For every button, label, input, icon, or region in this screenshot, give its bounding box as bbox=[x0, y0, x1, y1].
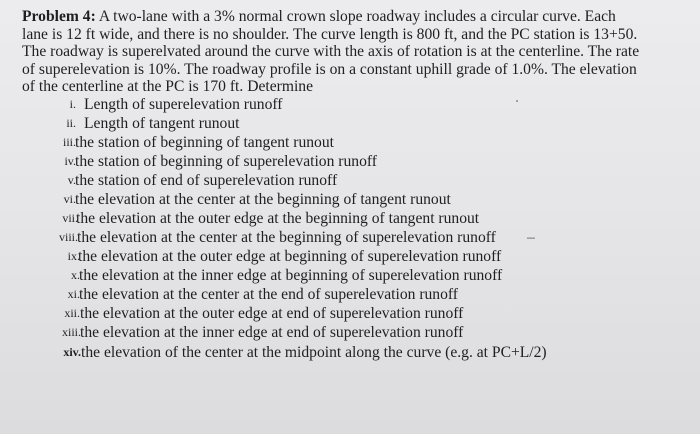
item-number: v. bbox=[67, 173, 76, 187]
item-text: Length of tangent runout bbox=[84, 115, 240, 132]
item-text: the elevation at the outer edge at end of superelevation runoff bbox=[80, 305, 464, 322]
item-text: the elevation at the center at the beginning of superelevation runoff bbox=[77, 229, 496, 246]
item-text: the elevation at the center at the end of superelevation runoff bbox=[79, 286, 459, 303]
item-number: iv. bbox=[64, 154, 76, 168]
item-number: xi. bbox=[67, 287, 80, 301]
item-text: Length of superelevation runoff bbox=[84, 96, 283, 113]
item-number: xiv. bbox=[63, 345, 81, 359]
problem-text-1: A two-lane with a 3% normal crown slope roadway includes a circular curve. Each bbox=[98, 8, 616, 25]
problem-statement bbox=[22, 8, 682, 96]
item-number: ii. bbox=[66, 116, 76, 130]
item-number: viii. bbox=[58, 230, 78, 244]
item-text: the elevation at the outer edge at beginning of superelevation runoff bbox=[78, 248, 502, 265]
item-number: xiii. bbox=[61, 325, 81, 339]
item-number: ix. bbox=[67, 249, 80, 263]
item-number: xii. bbox=[64, 306, 80, 320]
item-text: the station of beginning of superelevation runoff bbox=[75, 153, 377, 170]
problem-label: Problem 4: bbox=[22, 8, 96, 25]
item-number: x. bbox=[71, 268, 80, 282]
item-text: the elevation at the center at the beginning of tangent runout bbox=[75, 191, 451, 208]
item-text: the station of beginning of tangent runout bbox=[75, 134, 334, 151]
problem-line-4: of superelevation is 10%. The roadway profile is on a constant uphill grade of 1.0%. The elevation bbox=[22, 60, 637, 78]
paper-speck bbox=[516, 100, 518, 102]
problem-line-3: The roadway is superelvated around the curve with the axis of rotation is at the centerline. The rate bbox=[22, 43, 640, 61]
item-text: the station of end of superelevation runoff bbox=[75, 172, 338, 189]
item-text: the elevation at the inner edge at beginning of superelevation runoff bbox=[79, 267, 503, 284]
item-number: vi. bbox=[63, 192, 76, 206]
problem-line-5: of the centerline at the PC is 170 ft. Determine bbox=[22, 78, 313, 96]
item-text: the elevation of the center at the midpoint along the curve (e.g. at PC+L/2) bbox=[81, 344, 547, 361]
item-text: the elevation at the outer edge at the beginning of tangent runout bbox=[76, 210, 480, 227]
margin-dash-mark: – bbox=[527, 229, 535, 246]
item-number: iii. bbox=[62, 135, 76, 149]
problem-line-1 bbox=[22, 8, 682, 26]
item-number: i. bbox=[69, 97, 76, 111]
problem-line-2: lane is 12 ft wide, and there is no shoulder. The curve length is 800 ft, and the PC station is 13+50. bbox=[22, 25, 638, 43]
item-number: vii. bbox=[62, 211, 78, 225]
item-text: the elevation at the inner edge at end of superelevation runoff bbox=[80, 324, 464, 341]
